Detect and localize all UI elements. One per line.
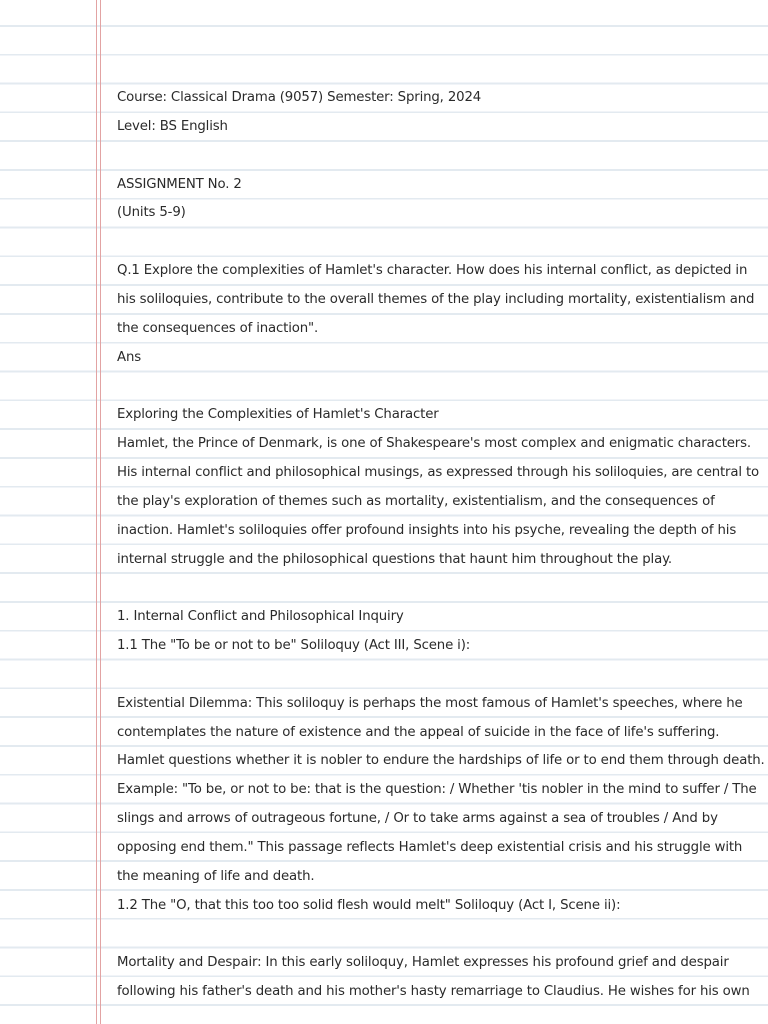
- paragraph-line: Hamlet questions whether it is nobler to endure the hardships of life or to end them through death.: [117, 753, 765, 769]
- paragraph-line: Existential Dilemma: This soliloquy is perhaps the most famous of Hamlet's speeches, where he: [117, 695, 743, 711]
- assignment-title: ASSIGNMENT No. 2: [117, 176, 242, 192]
- document-body: [117, 84, 765, 1007]
- paragraph-line: the meaning of life and death.: [117, 868, 315, 884]
- blank-line: [117, 228, 757, 257]
- paragraph-line: slings and arrows of outrageous fortune, / Or to take arms against a sea of troubles / And by: [117, 811, 718, 827]
- blank-line: [117, 372, 757, 401]
- blank-line: [117, 142, 757, 171]
- paragraph-line: inaction. Hamlet's soliloquies offer profound insights into his psyche, revealing the depth of his: [117, 522, 737, 538]
- margin-line-outer: [96, 0, 97, 1024]
- paragraph-line: following his father's death and his mother's hasty remarriage to Claudius. He wishes for his own: [117, 984, 750, 1000]
- course-line: Course: Classical Drama (9057) Semester: Spring, 2024: [117, 90, 482, 105]
- paragraph-line: Hamlet, the Prince of Denmark, is one of Shakespeare's most complex and enigmatic characters.: [117, 436, 751, 452]
- answer-label: Ans: [117, 349, 142, 365]
- question-line: the consequences of inaction".: [117, 320, 319, 336]
- question-line: Q.1 Explore the complexities of Hamlet's character. How does his internal conflict, as depicted in: [117, 263, 748, 279]
- units-line: (Units 5-9): [117, 205, 186, 221]
- paragraph-line: the play's exploration of themes such as mortality, existentialism, and the consequences of: [117, 493, 715, 509]
- subsection-heading: 1.1 The "To be or not to be" Soliloquy (Act III, Scene i):: [117, 638, 471, 654]
- blank-line: [117, 920, 757, 949]
- margin-line-inner: [100, 0, 101, 1024]
- blank-line: [117, 661, 757, 690]
- section-heading: Exploring the Complexities of Hamlet's Character: [117, 407, 439, 423]
- paragraph-line: Example: "To be, or not to be: that is the question: / Whether 'tis nobler in the mind to suffer / The: [117, 782, 757, 798]
- paragraph-line: contemplates the nature of existence and the appeal of suicide in the face of life's suffering.: [117, 724, 720, 740]
- subsection-heading: 1.2 The "O, that this too too solid flesh would melt" Soliloquy (Act I, Scene ii):: [117, 897, 621, 913]
- paragraph-line: internal struggle and the philosophical questions that haunt him throughout the play.: [117, 551, 672, 567]
- question-line: his soliloquies, contribute to the overall themes of the play including mortality, existentialism and: [117, 291, 755, 307]
- section-heading: 1. Internal Conflict and Philosophical Inquiry: [117, 609, 404, 625]
- paragraph-line: opposing end them." This passage reflects Hamlet's deep existential crisis and his struggle with: [117, 839, 743, 855]
- paragraph-line: Mortality and Despair: In this early soliloquy, Hamlet expresses his profound grief and despair: [117, 955, 729, 971]
- level-line: Level: BS English: [117, 118, 228, 134]
- blank-line: [117, 574, 757, 603]
- paragraph-line: His internal conflict and philosophical musings, as expressed through his soliloquies, are central to: [117, 464, 760, 480]
